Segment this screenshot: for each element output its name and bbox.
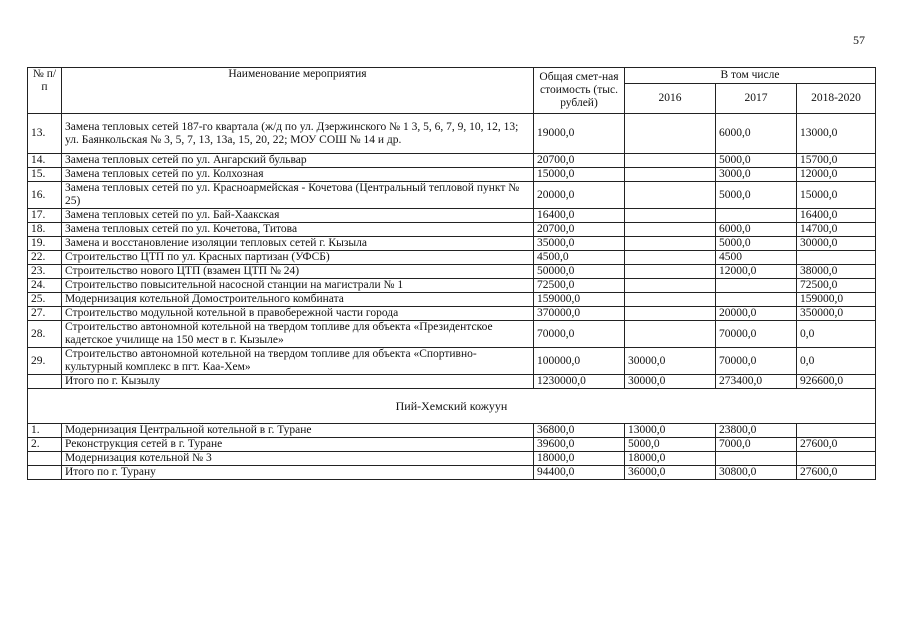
row-total-cost: 20700,0 — [534, 154, 625, 168]
header-total: Общая смет-ная стоимость (тыс. рублей) — [534, 68, 625, 114]
row-total-cost: 72500,0 — [534, 279, 625, 293]
row-total-cost: 100000,0 — [534, 348, 625, 375]
table-row — [28, 265, 876, 279]
row-value-2017 — [716, 293, 797, 307]
row-value-2018-2020 — [797, 452, 876, 466]
row-total-cost: 20700,0 — [534, 223, 625, 237]
row-value-2017: 273400,0 — [716, 375, 797, 389]
row-name: Замена тепловых сетей по ул. Красноармейская - Кочетова (Центральный тепловой пункт № 25) — [62, 182, 534, 209]
row-number: 22. — [28, 251, 62, 265]
row-number: 19. — [28, 237, 62, 251]
row-total-cost: 1230000,0 — [534, 375, 625, 389]
row-value-2017: 6000,0 — [716, 223, 797, 237]
row-number: 16. — [28, 182, 62, 209]
section-header — [28, 389, 876, 424]
row-total-cost: 370000,0 — [534, 307, 625, 321]
row-name: Реконструкция сетей в г. Туране — [62, 438, 534, 452]
row-value-2016 — [625, 223, 716, 237]
table-row — [28, 293, 876, 307]
row-value-2016 — [625, 114, 716, 154]
row-total-cost: 159000,0 — [534, 293, 625, 307]
row-name: Замена тепловых сетей по ул. Ангарский бульвар — [62, 154, 534, 168]
row-value-2017: 4500 — [716, 251, 797, 265]
row-value-2018-2020: 27600,0 — [797, 438, 876, 452]
header-year-2017: 2017 — [716, 84, 797, 114]
page-number: 57 — [853, 33, 865, 47]
table-body-kyzyl — [28, 114, 876, 389]
row-name: Строительство модульной котельной в правобережной части города — [62, 307, 534, 321]
row-value-2018-2020: 12000,0 — [797, 168, 876, 182]
row-number: 17. — [28, 209, 62, 223]
row-number: 18. — [28, 223, 62, 237]
measures-table — [27, 67, 876, 480]
row-total-cost: 18000,0 — [534, 452, 625, 466]
row-value-2016: 36000,0 — [625, 466, 716, 480]
row-value-2017: 5000,0 — [716, 237, 797, 251]
row-value-2017: 6000,0 — [716, 114, 797, 154]
row-total-cost: 16400,0 — [534, 209, 625, 223]
row-value-2018-2020: 72500,0 — [797, 279, 876, 293]
table-row — [28, 182, 876, 209]
row-value-2017: 20000,0 — [716, 307, 797, 321]
row-number: 1. — [28, 424, 62, 438]
table-row — [28, 375, 876, 389]
row-value-2016: 30000,0 — [625, 348, 716, 375]
row-name: Строительство нового ЦТП (взамен ЦТП № 24) — [62, 265, 534, 279]
row-name: Строительство повысительной насосной станции на магистрали № 1 — [62, 279, 534, 293]
row-number — [28, 452, 62, 466]
section-title: Пий-Хемский кожуун — [28, 389, 876, 424]
row-name: Замена и восстановление изоляции тепловых сетей г. Кызыла — [62, 237, 534, 251]
row-value-2017: 5000,0 — [716, 154, 797, 168]
header-year-2018-2020: 2018-2020 — [797, 84, 876, 114]
header-name: Наименование мероприятия — [62, 68, 534, 114]
row-value-2017: 5000,0 — [716, 182, 797, 209]
row-value-2017: 30800,0 — [716, 466, 797, 480]
row-number: 23. — [28, 265, 62, 279]
row-value-2017: 70000,0 — [716, 321, 797, 348]
row-value-2018-2020: 30000,0 — [797, 237, 876, 251]
table-row — [28, 237, 876, 251]
table-row — [28, 348, 876, 375]
row-number: 2. — [28, 438, 62, 452]
row-value-2016 — [625, 182, 716, 209]
row-value-2016 — [625, 237, 716, 251]
row-name: Итого по г. Кызылу — [62, 375, 534, 389]
table-row — [28, 223, 876, 237]
row-total-cost: 36800,0 — [534, 424, 625, 438]
row-total-cost: 39600,0 — [534, 438, 625, 452]
row-value-2017: 12000,0 — [716, 265, 797, 279]
row-value-2017: 3000,0 — [716, 168, 797, 182]
row-number: 14. — [28, 154, 62, 168]
row-value-2016 — [625, 209, 716, 223]
row-value-2017 — [716, 279, 797, 293]
row-name: Итого по г. Турану — [62, 466, 534, 480]
row-value-2016: 5000,0 — [625, 438, 716, 452]
table-body-piy-khem — [28, 424, 876, 480]
row-total-cost: 35000,0 — [534, 237, 625, 251]
table-row — [28, 307, 876, 321]
header-num: № п/п — [28, 68, 62, 114]
row-name: Модернизация котельной Домостроительного комбината — [62, 293, 534, 307]
row-name: Замена тепловых сетей по ул. Бай-Хаакская — [62, 209, 534, 223]
table-row — [28, 154, 876, 168]
row-value-2016 — [625, 168, 716, 182]
row-number: 24. — [28, 279, 62, 293]
row-value-2018-2020: 14700,0 — [797, 223, 876, 237]
row-value-2018-2020: 13000,0 — [797, 114, 876, 154]
row-value-2016 — [625, 321, 716, 348]
row-name: Замена тепловых сетей по ул. Колхозная — [62, 168, 534, 182]
row-value-2017: 70000,0 — [716, 348, 797, 375]
row-name: Строительство автономной котельной на твердом топливе для объекта «Спортивно-культурный комплекс в пгт. Каа-Хем» — [62, 348, 534, 375]
row-total-cost: 20000,0 — [534, 182, 625, 209]
row-value-2016: 30000,0 — [625, 375, 716, 389]
table-row — [28, 114, 876, 154]
row-value-2018-2020 — [797, 424, 876, 438]
table-row — [28, 466, 876, 480]
row-name: Замена тепловых сетей 187-го квартала (ж/д по ул. Дзержинского № 1 3, 5, 6, 7, 9, 10, 12, 13; ул. Баянкольская № 3, 5, 7, 13, 13а, 15, 20, 22; МОУ СОШ № 14 и др. — [62, 114, 534, 154]
table-row — [28, 209, 876, 223]
row-value-2018-2020: 27600,0 — [797, 466, 876, 480]
table-row — [28, 251, 876, 265]
row-value-2018-2020: 15000,0 — [797, 182, 876, 209]
row-total-cost: 50000,0 — [534, 265, 625, 279]
row-total-cost: 19000,0 — [534, 114, 625, 154]
header-year-2016: 2016 — [625, 84, 716, 114]
row-name: Строительство ЦТП по ул. Красных партизан (УФСБ) — [62, 251, 534, 265]
row-value-2018-2020 — [797, 251, 876, 265]
row-number: 29. — [28, 348, 62, 375]
row-value-2016 — [625, 265, 716, 279]
row-name: Замена тепловых сетей по ул. Кочетова, Титова — [62, 223, 534, 237]
row-value-2016 — [625, 307, 716, 321]
row-value-2018-2020: 350000,0 — [797, 307, 876, 321]
row-value-2018-2020: 159000,0 — [797, 293, 876, 307]
row-number: 13. — [28, 114, 62, 154]
row-value-2017: 23800,0 — [716, 424, 797, 438]
row-value-2016 — [625, 154, 716, 168]
row-number: 27. — [28, 307, 62, 321]
row-total-cost: 70000,0 — [534, 321, 625, 348]
row-number — [28, 466, 62, 480]
row-value-2018-2020: 926600,0 — [797, 375, 876, 389]
row-total-cost: 15000,0 — [534, 168, 625, 182]
row-value-2016 — [625, 251, 716, 265]
row-value-2016: 18000,0 — [625, 452, 716, 466]
row-value-2017 — [716, 209, 797, 223]
row-value-2017: 7000,0 — [716, 438, 797, 452]
row-number: 28. — [28, 321, 62, 348]
row-value-2016: 13000,0 — [625, 424, 716, 438]
row-name: Модернизация Центральной котельной в г. Туране — [62, 424, 534, 438]
row-number — [28, 375, 62, 389]
row-value-2018-2020: 0,0 — [797, 348, 876, 375]
table-row — [28, 279, 876, 293]
header-including: В том числе — [625, 68, 876, 84]
row-value-2018-2020: 38000,0 — [797, 265, 876, 279]
row-name: Строительство автономной котельной на твердом топливе для объекта «Президентское кадетское училище на 150 мест в г. Кызыле» — [62, 321, 534, 348]
row-value-2016 — [625, 293, 716, 307]
row-value-2016 — [625, 279, 716, 293]
row-value-2017 — [716, 452, 797, 466]
row-number: 25. — [28, 293, 62, 307]
row-total-cost: 94400,0 — [534, 466, 625, 480]
table-row — [28, 424, 876, 438]
table-row — [28, 438, 876, 452]
row-total-cost: 4500,0 — [534, 251, 625, 265]
table-row — [28, 168, 876, 182]
row-number: 15. — [28, 168, 62, 182]
row-value-2018-2020: 15700,0 — [797, 154, 876, 168]
table-row — [28, 321, 876, 348]
row-value-2018-2020: 16400,0 — [797, 209, 876, 223]
row-name: Модернизация котельной № 3 — [62, 452, 534, 466]
row-value-2018-2020: 0,0 — [797, 321, 876, 348]
table-row — [28, 452, 876, 466]
